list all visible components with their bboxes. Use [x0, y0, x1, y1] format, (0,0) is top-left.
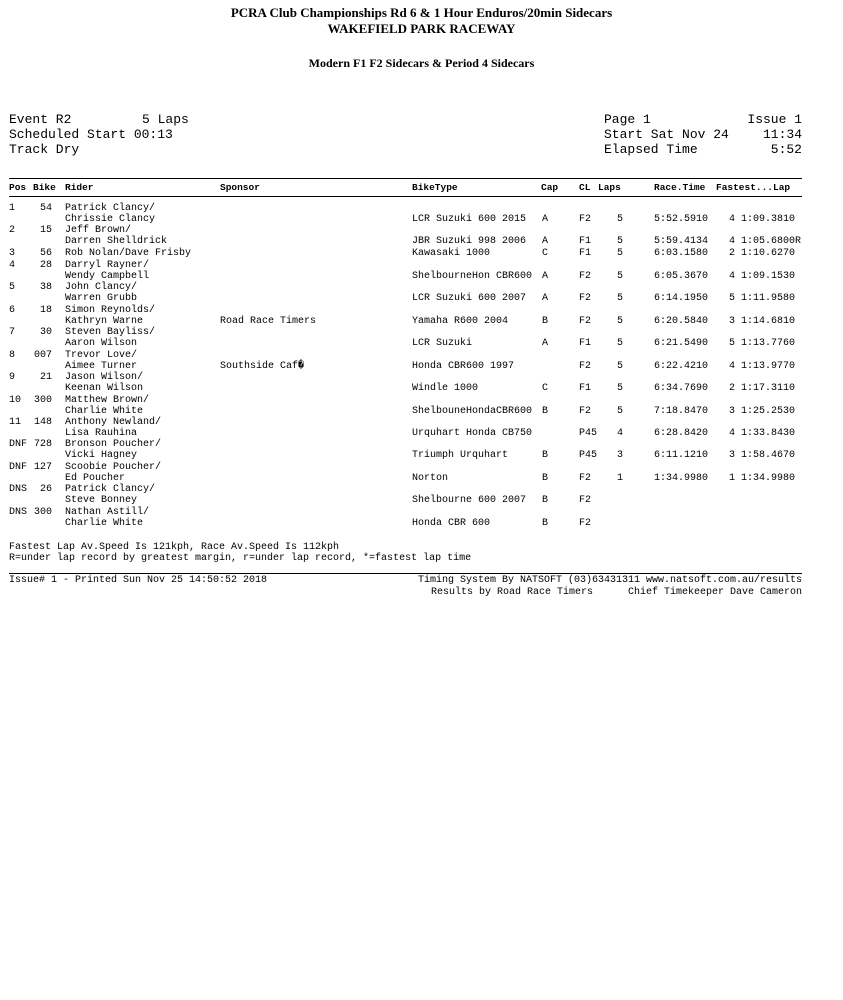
fastest-lap-cell: 5 1:13.7760: [729, 338, 796, 349]
sponsor-cell: Southside Caf�: [220, 361, 305, 372]
col-cl: CL: [579, 182, 591, 193]
laps-cell: 5: [617, 248, 624, 259]
header-rule: [9, 178, 802, 179]
rider-partner-cell: Keenan Wilson: [65, 383, 144, 394]
cap-cell: B: [542, 406, 549, 417]
rider-partner-cell: Aimee Turner: [65, 361, 138, 372]
laps-cell: 5: [617, 271, 624, 282]
biketype-cell: Honda CBR 600: [412, 518, 491, 529]
rider-cell: John Clancy/: [65, 282, 138, 293]
timing-system: Timing System By NATSOFT (03)63431311 www.natsoft.com.au/results: [417, 575, 802, 586]
chief-timekeeper: Chief Timekeeper Dave Cameron: [627, 587, 802, 598]
pos-cell: DNF: [9, 439, 28, 450]
class-cell: F2: [579, 361, 592, 372]
fastest-lap-cell: 1 1:34.9980: [729, 473, 796, 484]
class-cell: F1: [579, 338, 592, 349]
bike-cell: 15: [39, 225, 52, 236]
col-rider: Rider: [65, 182, 94, 193]
race-time-cell: 7:18.8470: [654, 406, 709, 417]
printed-line: Issue# 1 - Printed Sun Nov 25 14:50:52 2018: [9, 575, 268, 586]
rider-cell: Scoobie Poucher/: [65, 462, 162, 473]
biketype-cell: LCR Suzuki: [412, 338, 473, 349]
biketype-cell: Norton: [412, 473, 449, 484]
page-label: Page 1: [604, 112, 651, 127]
race-time-cell: 6:28.8420: [654, 428, 709, 439]
event-label: Event R2: [9, 112, 72, 127]
fastest-lap-cell: 3 1:58.4670: [729, 450, 796, 461]
laps-cell: 5: [617, 214, 624, 225]
bike-cell: 38: [39, 282, 52, 293]
col-sponsor: Sponsor: [220, 182, 260, 193]
race-time-cell: 6:11.1210: [654, 450, 709, 461]
race-time-cell: 6:20.5840: [654, 316, 709, 327]
pos-cell: 5: [9, 282, 16, 293]
pos-cell: 11: [9, 417, 22, 428]
class-cell: F1: [579, 236, 592, 247]
issue-label: Issue 1: [747, 112, 802, 127]
rider-cell: Rob Nolan/Dave Frisby: [65, 248, 192, 259]
col-cap: Cap: [541, 182, 559, 193]
bike-cell: 56: [39, 248, 52, 259]
rider-cell: Simon Reynolds/: [65, 305, 156, 316]
pos-cell: 10: [9, 395, 22, 406]
cap-cell: B: [542, 473, 549, 484]
class-cell: F1: [579, 383, 592, 394]
laps-cell: 5: [617, 293, 624, 304]
rider-partner-cell: Ed Poucher: [65, 473, 126, 484]
bike-cell: 127: [33, 462, 52, 473]
results-by: Results by Road Race Timers: [431, 587, 594, 598]
biketype-cell: Shelbourne 600 2007: [412, 495, 527, 506]
rider-cell: Patrick Clancy/: [65, 203, 156, 214]
laps-label: 5 Laps: [142, 112, 189, 127]
pos-cell: DNS: [9, 484, 28, 495]
race-time-cell: 6:21.5490: [654, 338, 709, 349]
fastest-lap-cell: 4 1:13.9770: [729, 361, 796, 372]
bike-cell: 54: [39, 203, 52, 214]
fastest-lap-cell: 2 1:10.6270: [729, 248, 796, 259]
laps-cell: 5: [617, 338, 624, 349]
laps-cell: 5: [617, 361, 624, 372]
rider-partner-cell: Charlie White: [65, 518, 144, 529]
pos-cell: 4: [9, 260, 16, 271]
bike-cell: 300: [33, 395, 52, 406]
laps-cell: 3: [617, 450, 624, 461]
sponsor-cell: Road Race Timers: [220, 316, 317, 327]
fastest-lap-cell: 4 1:05.6800R: [729, 236, 802, 247]
race-time-cell: 5:52.5910: [654, 214, 709, 225]
fastest-lap-cell: 4 1:09.1530: [729, 271, 796, 282]
cap-cell: B: [542, 316, 549, 327]
laps-cell: 1: [617, 473, 624, 484]
rider-cell: Matthew Brown/: [65, 395, 150, 406]
rider-cell: Jason Wilson/: [65, 372, 144, 383]
cap-cell: A: [542, 236, 549, 247]
class-cell: F2: [579, 495, 592, 506]
cap-cell: B: [542, 495, 549, 506]
pos-cell: 8: [9, 350, 16, 361]
pos-cell: DNS: [9, 507, 28, 518]
speed-summary: Fastest Lap Av.Speed Is 121kph, Race Av.Speed Is 112kph: [9, 542, 340, 553]
pos-cell: 2: [9, 225, 16, 236]
class-cell: F1: [579, 248, 592, 259]
rider-partner-cell: Wendy Campbell: [65, 271, 150, 282]
class-cell: P45: [579, 428, 598, 439]
race-time-cell: 6:34.7690: [654, 383, 709, 394]
race-time-cell: 6:05.3670: [654, 271, 709, 282]
col-race-time: Race.Time: [654, 182, 706, 193]
laps-cell: 5: [617, 316, 624, 327]
rider-cell: Nathan Astill/: [65, 507, 150, 518]
biketype-cell: Honda CBR600 1997: [412, 361, 515, 372]
rider-cell: Patrick Clancy/: [65, 484, 156, 495]
class-cell: F2: [579, 518, 592, 529]
lap-record-legend: R=under lap record by greatest margin, r=under lap record, *=fastest lap time: [9, 553, 472, 564]
bike-cell: 007: [33, 350, 52, 361]
class-cell: F2: [579, 293, 592, 304]
pos-cell: 3: [9, 248, 16, 259]
cap-cell: A: [542, 271, 549, 282]
fastest-lap-cell: 3 1:14.6810: [729, 316, 796, 327]
scheduled-start: Scheduled Start 00:13: [9, 127, 173, 142]
rider-partner-cell: Darren Shelldrick: [65, 236, 168, 247]
fastest-lap-cell: 5 1:11.9580: [729, 293, 796, 304]
rider-cell: Bronson Poucher/: [65, 439, 162, 450]
class-cell: F2: [579, 214, 592, 225]
pos-cell: 1: [9, 203, 16, 214]
bike-cell: 30: [39, 327, 52, 338]
col-fastest-lap: Fastest...Lap: [716, 182, 791, 193]
footer-rule: [9, 573, 802, 574]
bike-cell: 148: [33, 417, 52, 428]
biketype-cell: LCR Suzuki 600 2015: [412, 214, 527, 225]
pos-cell: DNF: [9, 462, 28, 473]
bike-cell: 300: [33, 507, 52, 518]
start-time: 11:34: [762, 127, 802, 142]
bike-cell: 18: [39, 305, 52, 316]
rider-cell: Trevor Love/: [65, 350, 138, 361]
fastest-lap-cell: 4 1:33.8430: [729, 428, 796, 439]
bike-cell: 28: [39, 260, 52, 271]
fastest-lap-cell: 4 1:09.3810: [729, 214, 796, 225]
cap-cell: B: [542, 450, 549, 461]
laps-cell: 5: [617, 406, 624, 417]
rider-partner-cell: Warren Grubb: [65, 293, 138, 304]
biketype-cell: LCR Suzuki 600 2007: [412, 293, 527, 304]
rider-cell: Anthony Newland/: [65, 417, 162, 428]
rider-partner-cell: Aaron Wilson: [65, 338, 138, 349]
report-title: PCRA Club Championships Rd 6 & 1 Hour Enduros/20min Sidecars: [230, 5, 613, 20]
fastest-lap-cell: 2 1:17.3110: [729, 383, 796, 394]
elapsed-value: 5:52: [770, 142, 802, 157]
class-cell: P45: [579, 450, 598, 461]
class-title: Modern F1 F2 Sidecars & Period 4 Sidecars: [308, 56, 535, 70]
rider-partner-cell: Charlie White: [65, 406, 144, 417]
elapsed-label: Elapsed Time: [604, 142, 698, 157]
rider-partner-cell: Chrissie Clancy: [65, 214, 156, 225]
bike-cell: 728: [33, 439, 52, 450]
bike-cell: 21: [39, 372, 52, 383]
start-label: Start Sat Nov 24: [604, 127, 729, 142]
cap-cell: C: [542, 383, 549, 394]
race-time-cell: 1:34.9980: [654, 473, 709, 484]
cap-cell: B: [542, 518, 549, 529]
col-biketype: BikeType: [412, 182, 458, 193]
track-condition: Track Dry: [9, 142, 80, 157]
rider-partner-cell: Kathryn Warne: [65, 316, 144, 327]
laps-cell: 5: [617, 236, 624, 247]
pos-cell: 7: [9, 327, 16, 338]
col-pos: Pos: [9, 182, 27, 193]
rider-partner-cell: Vicki Hagney: [65, 450, 138, 461]
fastest-lap-cell: 3 1:25.2530: [729, 406, 796, 417]
class-cell: F2: [579, 316, 592, 327]
biketype-cell: Kawasaki 1000: [412, 248, 491, 259]
race-time-cell: 6:14.1950: [654, 293, 709, 304]
pos-cell: 9: [9, 372, 16, 383]
cap-cell: A: [542, 214, 549, 225]
biketype-cell: Urquhart Honda CB750: [412, 428, 533, 439]
rider-partner-cell: Lisa Rauhina: [65, 428, 138, 439]
class-cell: F2: [579, 406, 592, 417]
bike-cell: 26: [39, 484, 52, 495]
biketype-cell: ShelbouneHondaCBR600: [412, 406, 533, 417]
pos-cell: 6: [9, 305, 16, 316]
class-cell: F2: [579, 271, 592, 282]
biketype-cell: Yamaha R600 2004: [412, 316, 509, 327]
race-time-cell: 6:22.4210: [654, 361, 709, 372]
venue-title: WAKEFIELD PARK RACEWAY: [327, 21, 516, 36]
rider-cell: Steven Bayliss/: [65, 327, 156, 338]
biketype-cell: Triumph Urquhart: [412, 450, 509, 461]
rider-cell: Jeff Brown/: [65, 225, 132, 236]
col-laps: Laps: [598, 182, 621, 193]
columns-rule: [9, 196, 802, 197]
laps-cell: 4: [617, 428, 624, 439]
race-time-cell: 5:59.4134: [654, 236, 709, 247]
class-cell: F2: [579, 473, 592, 484]
biketype-cell: ShelbourneHon CBR600: [412, 271, 533, 282]
biketype-cell: Windle 1000: [412, 383, 479, 394]
laps-cell: 5: [617, 383, 624, 394]
biketype-cell: JBR Suzuki 998 2006: [412, 236, 527, 247]
cap-cell: C: [542, 248, 549, 259]
rider-partner-cell: Steve Bonney: [65, 495, 138, 506]
col-bike: Bike: [33, 182, 56, 193]
race-time-cell: 6:03.1580: [654, 248, 709, 259]
cap-cell: A: [542, 293, 549, 304]
cap-cell: A: [542, 338, 549, 349]
rider-cell: Darryl Rayner/: [65, 260, 150, 271]
